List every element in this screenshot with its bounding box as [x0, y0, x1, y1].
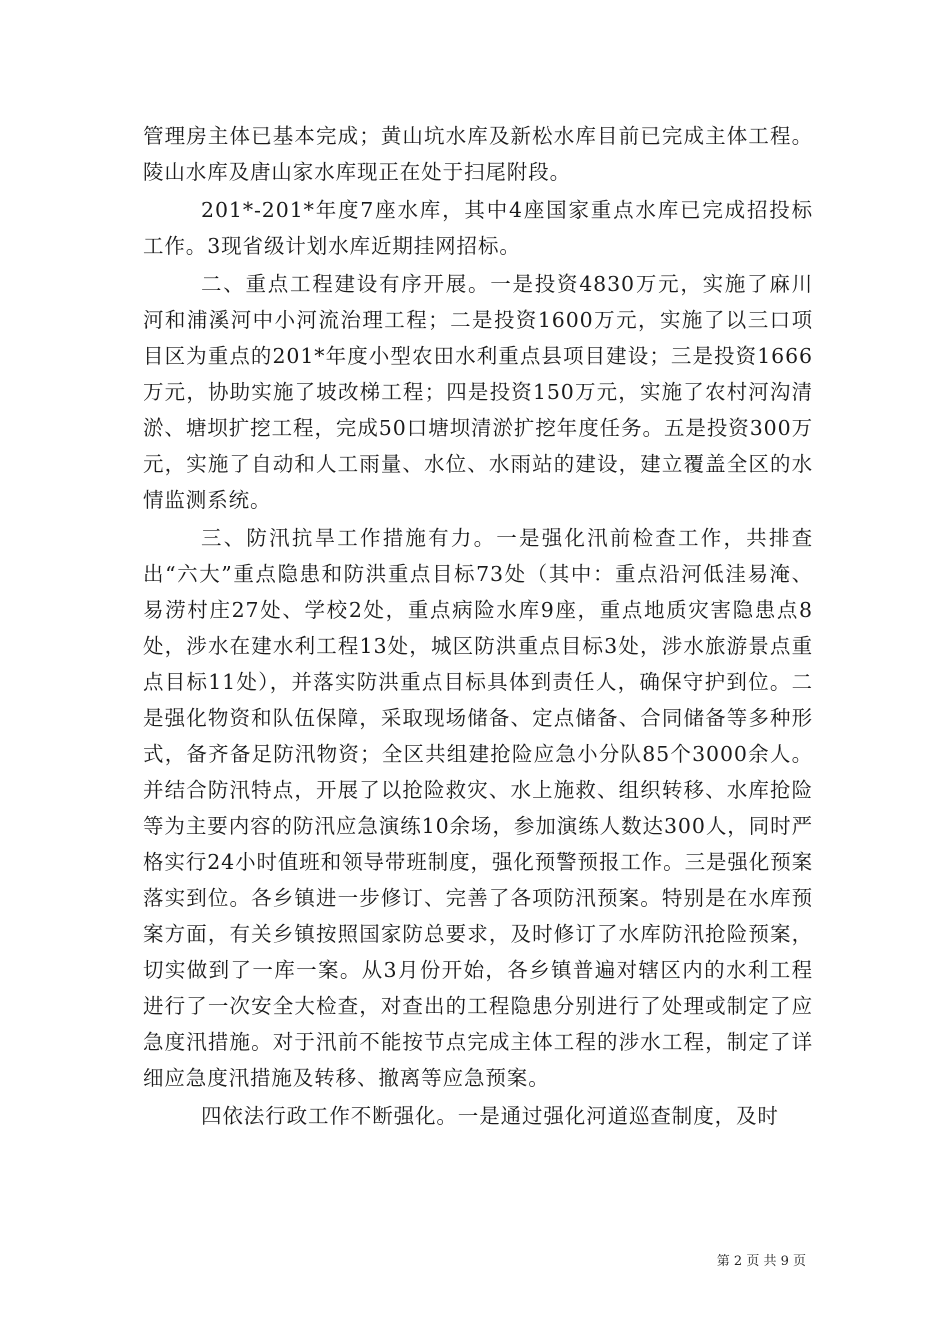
page-number-label: 第 2 页 共 9 页: [716, 1254, 806, 1269]
paragraph-2: 201*-201*年度7座水库，其中4座国家重点水库已完成招投标工作。3现省级计划水库近期挂网招标。: [143, 198, 813, 258]
paragraph-1: 管理房主体已基本完成；黄山坑水库及新松水库目前已完成主体工程。陵山水库及唐山家水库现正在处于扫尾附段。: [143, 124, 813, 184]
paragraph-4: 三、防汛抗旱工作措施有力。一是强化汛前检查工作，共排查出“六大”重点隐患和防洪重点目标73处（其中：重点沿河低洼易淹、易涝村庄27处、学校2处，重点病险水库9座，重点地质灾害隐患点8处，涉水在建水利工程13处，城区防洪重点目标3处，涉水旅游景点重点目标11处），并落实防洪重点目标具体到责任人，确保守护到位。二是强化物资和队伍保障，采取现场储备、定点储备、合同储备等多种形式，备齐备足防汛物资；全区共组建抢险应急小分队85个3000余人。并结合防汛特点，开展了以抢险救灾、水上施救、组织转移、水库抢险等为主要内容的防汛应急演练10余场，参加演练人数达300人，同时严格实行24小时值班和领导带班制度，强化预警预报工作。三是强化预案落实到位。各乡镇进一步修订、完善了各项防汛预案。特别是在水库预案方面，有关乡镇按照国家防总要求，及时修订了水库防汛抢险预案，切实做到了一库一案。从3月份开始，各乡镇普遍对辖区内的水利工程进行了一次安全大检查，对查出的工程隐患分别进行了处理或制定了应急度汛措施。对于汛前不能按节点完成主体工程的涉水工程，制定了详细应急度汛措施及转移、撤离等应急预案。: [143, 526, 813, 1090]
paragraph-5: 四依法行政工作不断强化。一是通过强化河道巡查制度，及时: [201, 1104, 779, 1128]
document-body: [143, 118, 813, 1136]
page-footer: [717, 1254, 806, 1270]
paragraph-3: 二、重点工程建设有序开展。一是投资4830万元，实施了麻川河和浦溪河中小河流治理工程；二是投资1600万元，实施了以三口项目区为重点的201*年度小型农田水利重点县项目建设；三是投资1666万元，协助实施了坡改梯工程；四是投资150万元，实施了农村河沟清淤、塘坝扩挖工程，完成50口塘坝清淤扩挖年度任务。五是投资300万元，实施了自动和人工雨量、水位、水雨站的建设，建立覆盖全区的水情监测系统。: [143, 272, 813, 512]
